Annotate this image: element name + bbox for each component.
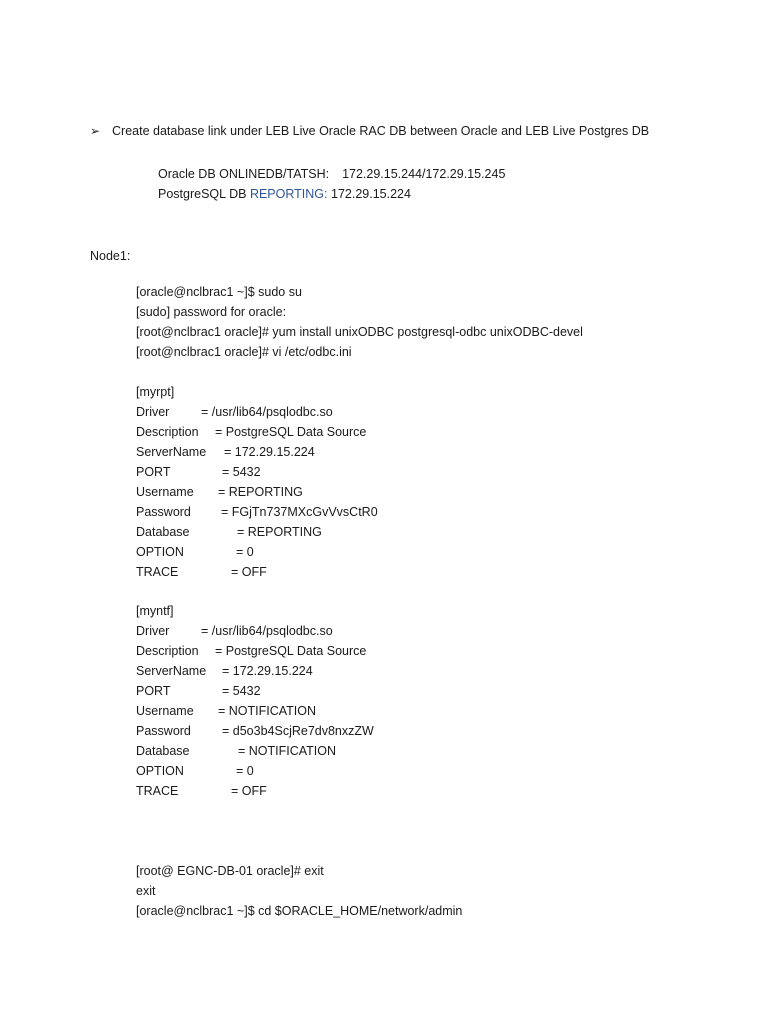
odbc-section-myrpt: [136, 382, 378, 582]
config-key: ServerName: [136, 445, 207, 459]
config-value: = NOTIFICATION: [218, 704, 317, 718]
config-entry: [136, 701, 317, 721]
config-key: PORT: [136, 684, 171, 698]
config-entry: [136, 761, 254, 781]
command-line: [oracle@nclbrac1 ~]$ cd $ORACLE_HOME/network/admin: [136, 904, 463, 918]
config-value: = PostgreSQL Data Source: [215, 425, 367, 439]
config-key: Password: [136, 724, 191, 738]
config-value: = 5432: [222, 465, 261, 479]
config-key: Password: [136, 505, 191, 519]
config-key: TRACE: [136, 784, 179, 798]
config-value: = PostgreSQL Data Source: [215, 644, 367, 658]
config-value: = OFF: [231, 565, 267, 579]
config-key: PORT: [136, 465, 171, 479]
config-value: = FGjTn737MXcGvVvsCtR0: [221, 505, 378, 519]
config-entry: [136, 741, 337, 761]
command-line: [oracle@nclbrac1 ~]$ sudo su: [136, 285, 302, 299]
config-key: Database: [136, 525, 190, 539]
postgres-db-name: REPORTING: [249, 187, 325, 201]
bullet-text: Create database link under LEB Live Oracle RAC DB between Oracle and LEB Live Postgres DB: [112, 124, 650, 138]
config-value: = REPORTING: [218, 485, 303, 499]
config-key: Description: [136, 425, 199, 439]
config-entry: [136, 781, 267, 801]
config-value: = /usr/lib64/psqlodbc.so: [201, 405, 333, 419]
config-key: Driver: [136, 405, 170, 419]
command-line: [root@nclbrac1 oracle]# yum install unixODBC postgresql-odbc unixODBC-devel: [136, 325, 583, 339]
section-header: [myrpt]: [136, 385, 175, 399]
config-value: = NOTIFICATION: [238, 744, 337, 758]
arrow-bullet-icon: ➢: [90, 124, 101, 138]
node-label: Node1:: [90, 249, 131, 263]
config-entry: [136, 562, 267, 582]
config-value: = 0: [236, 545, 254, 559]
config-value: = OFF: [231, 784, 267, 798]
bullet-item: [90, 124, 649, 138]
config-key: Driver: [136, 624, 170, 638]
config-value: = 5432: [222, 684, 261, 698]
postgres-db-line: [158, 184, 505, 204]
config-entry: [136, 462, 261, 482]
command-line: [root@ EGNC-DB-01 oracle]# exit: [136, 864, 324, 878]
db-info-block: [158, 164, 505, 204]
command-line: exit: [136, 884, 156, 898]
config-entry: [136, 402, 333, 422]
oracle-db-label: Oracle DB ONLINEDB/TATSH:: [158, 167, 330, 181]
command-line: [root@nclbrac1 oracle]# vi /etc/odbc.ini: [136, 345, 352, 359]
config-key: TRACE: [136, 565, 179, 579]
config-entry: [136, 422, 367, 442]
config-value: = d5o3b4ScjRe7dv8nxzZW: [222, 724, 374, 738]
config-entry: [136, 442, 315, 462]
oracle-db-ips: 172.29.15.244/172.29.15.245: [342, 167, 506, 181]
config-key: OPTION: [136, 545, 184, 559]
config-value: = /usr/lib64/psqlodbc.so: [201, 624, 333, 638]
config-key: Username: [136, 704, 194, 718]
command-line: [sudo] password for oracle:: [136, 305, 287, 319]
postgres-db-colon: :: [324, 187, 328, 201]
postgres-db-ip: 172.29.15.224: [327, 187, 411, 201]
command-block-1: [136, 282, 583, 362]
command-block-2: [136, 861, 462, 921]
config-entry: [136, 542, 254, 562]
config-entry: [136, 482, 303, 502]
config-value: = REPORTING: [237, 525, 322, 539]
config-key: Username: [136, 485, 194, 499]
odbc-section-myntf: [136, 601, 374, 801]
oracle-db-line: [158, 164, 505, 184]
config-entry: [136, 661, 313, 681]
config-entry: [136, 522, 322, 542]
config-value: = 172.29.15.224: [224, 445, 315, 459]
config-key: Database: [136, 744, 190, 758]
config-entry: [136, 681, 261, 701]
config-entry: [136, 641, 367, 661]
postgres-db-label: PostgreSQL DB: [158, 187, 250, 201]
config-key: Description: [136, 644, 199, 658]
config-key: ServerName: [136, 664, 207, 678]
config-value: = 0: [236, 764, 254, 778]
config-entry: [136, 721, 374, 741]
config-entry: [136, 621, 333, 641]
section-header: [myntf]: [136, 604, 174, 618]
config-value: = 172.29.15.224: [222, 664, 313, 678]
config-key: OPTION: [136, 764, 184, 778]
config-entry: [136, 502, 378, 522]
